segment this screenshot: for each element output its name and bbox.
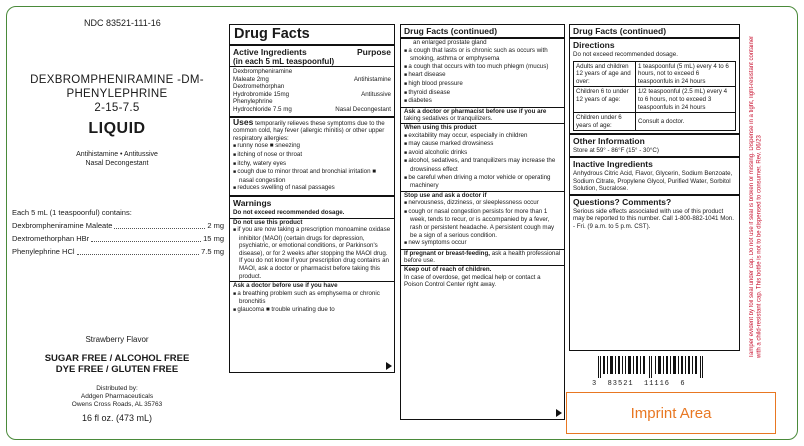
when-using-item: ■ avoid alcoholic drinks (401, 149, 564, 158)
keep-out-text: In case of overdose, get medical help or contact a Poison Control Center right away. (404, 273, 541, 289)
ask-doctor-item: ■ diabetes (401, 97, 564, 107)
do-not-use-header: Do not use this product (233, 218, 303, 226)
table-row (574, 87, 736, 113)
questions-text: Serious side effects associated with use of this product may be reported to this number. Call 1-800-882-1041 Mon. - Fri. (9 a.m. to 5 p.m. CST). (573, 207, 734, 230)
continue-arrow-icon (386, 362, 392, 370)
ndc-number: NDC 83521-111-16 (84, 18, 161, 28)
drug-facts-panel-1 (229, 24, 395, 373)
ingredient-amount: 2 mg (207, 221, 224, 230)
stop-use-item: ■ new symptoms occur (401, 239, 564, 249)
drug-facts-panel-3 (569, 24, 740, 351)
principal-display-panel (8, 8, 226, 426)
free-from-claims (8, 353, 226, 375)
ask-doctor-item: ■ a breathing problem such as emphysema or chronic bronchitis (230, 290, 394, 306)
contains-row (12, 245, 224, 258)
uses-text: temporarily relieves these symptoms due to the common cold, hay fever (allergic rhinitis) or other upper respiratory allergies: (233, 119, 385, 142)
dose-amount: 1 teaspoonful (5 mL) every 4 to 6 hours, not to exceed 6 teaspoonfuls in 24 hours (636, 61, 736, 87)
warnings-dose: Do not exceed recommended dosage. (233, 208, 345, 216)
ask-doctor-item: ■ a cough that occurs with too much phlegm (mucus) (401, 63, 564, 72)
contains-block (12, 206, 224, 258)
ask-doctor-item: ■ glaucoma ■ trouble urinating due to (230, 306, 394, 315)
stop-use-item: ■ cough or nasal congestion persists for more than 1 week, tends to recur, or is accompanied by a fever, rash or persistent headache. A persistent cough may be a sign of a serious condition. (401, 208, 564, 239)
active-ingredient-name: Dexbrompheniramine (233, 68, 293, 75)
uses-item: ■ runny nose ■ sneezing (230, 142, 394, 151)
ask-doctor-item: ■ a cough that lasts or is chronic such as occurs with smoking, asthma or emphysema (401, 47, 564, 63)
table-row (574, 61, 736, 87)
active-ingredient-purpose: Antitussive (361, 90, 391, 98)
drug-facts-continued-title: Drug Facts (continued) (404, 26, 498, 36)
drug-facts-title: Drug Facts (234, 26, 310, 42)
contains-header: Each 5 mL (1 teaspoonful) contains: (12, 208, 132, 217)
drug-facts-panel-2 (400, 24, 565, 420)
other-info-header: Other Information (573, 136, 645, 147)
uses-item: ■ reduces swelling of nasal passages (230, 184, 394, 195)
active-ingredients-header: Active Ingredients (233, 47, 307, 57)
when-using-item: ■ excitability may occur, especially in children (401, 132, 564, 141)
ingredient-name: Phenylephrine HCl (12, 247, 75, 256)
questions-header: Questions? Comments? (573, 196, 672, 207)
pregnancy-header: If pregnant or breast-feeding, (404, 249, 490, 257)
uses-item: ■ itching of nose or throat (230, 151, 394, 160)
dose-amount: 1/2 teaspoonful (2.5 mL) every 4 to 6 hours, not to exceed 3 teaspoonfuls in 24 hours (636, 87, 736, 113)
directions-header: Directions (573, 40, 615, 50)
warnings-section (230, 195, 394, 315)
dose-group: Adults and children 12 years of age and over: (574, 61, 636, 87)
ask-pharmacist-text: taking sedatives or tranquilizers. (404, 115, 493, 123)
ingredient-name: Dextromethorphan HBr (12, 234, 90, 243)
when-using-item: ■ may cause marked drowsiness (401, 140, 564, 149)
active-ingredient-purpose: Nasal Decongestant (335, 105, 391, 113)
product-name (8, 73, 226, 115)
distributor-line-1: Distributed by: (96, 385, 138, 392)
uses-item: ■ itchy, watery eyes (230, 160, 394, 169)
active-ingredient-dose: Maleate 2mg (233, 75, 269, 83)
product-name-line-3: 2-15-7.5 (94, 102, 140, 114)
table-row (574, 113, 736, 131)
continued-line: an enlarged prostate gland (413, 39, 487, 46)
pregnancy-text: ask a health professional before use. (404, 249, 561, 265)
contains-row (12, 232, 224, 245)
active-ingredient-name: Phenylephrine (233, 98, 273, 106)
ask-doctor-item: ■ thyroid disease (401, 89, 564, 98)
product-name-line-1: DEXBROMPHENIRAMINE -DM- (30, 74, 204, 86)
tamper-evident-notice: Tamper evident by foil seal under cap. Do not use if seal is broken or missing. Dispense in a tight, light-resistant container with a child-resistant cap. This bottle is not to be dispensed to consumer. Rev. 06/23 (749, 35, 763, 358)
uses-header: Uses (233, 116, 254, 127)
active-ingredient-name: Dextromethorphan (233, 83, 285, 91)
ingredient-amount: 7.5 mg (201, 247, 224, 256)
dosage-form: LIQUID (88, 120, 146, 137)
directions-text: Do not exceed recommended dosage. (573, 51, 678, 58)
purpose-header: Purpose (356, 47, 391, 57)
stop-use-header: Stop use and ask a doctor if (404, 191, 487, 199)
directions-table (573, 61, 736, 132)
ask-doctor-item: ■ high blood pressure (401, 80, 564, 89)
continue-arrow-icon (556, 409, 562, 417)
keep-out-header: Keep out of reach of children. (404, 266, 492, 274)
stop-use-item: ■ nervousness, dizziness, or sleeplessness occur (401, 199, 564, 208)
product-name-line-2: PHENYLEPHRINE (66, 88, 168, 100)
active-ingredients-section (230, 44, 394, 116)
distributor-line-2: Addgen Pharmaceuticals (80, 393, 154, 400)
free-from-line-1: SUGAR FREE / ALCOHOL FREE (44, 353, 190, 364)
dose-group: Children 6 to under 12 years of age: (574, 87, 636, 113)
drug-class-line-2: Nasal Decongestant (85, 160, 149, 167)
active-ingredient-purpose: Antihistamine (353, 75, 391, 83)
uses-item: ■ cough due to minor throat and bronchial irritation ■ nasal congestion (230, 168, 394, 184)
drug-class-line-1: Antihistamine • Antitussive (76, 151, 158, 158)
imprint-area: Imprint Area (566, 392, 776, 434)
when-using-item: ■ alcohol, sedatives, and tranquilizers may increase the drowsiness effect (401, 157, 564, 173)
flavor: Strawberry Flavor (85, 335, 149, 344)
ask-doctor-item: ■ heart disease (401, 71, 564, 80)
other-info-text: Store at 59° - 86°F (15° - 30°C) (573, 147, 659, 155)
drug-facts-continued-title: Drug Facts (continued) (573, 26, 667, 36)
inactive-text: Anhydrous Citric Acid, Flavor, Glycerin, Sodium Benzoate, Sodium Citrate, Propylene Glycol, Purified Water, Sorbitol Solution, Sucralose. (573, 169, 733, 193)
uses-section (230, 116, 394, 195)
when-using-item: ■ be careful when driving a motor vehicle or operating machinery (401, 174, 564, 191)
ingredient-amount: 15 mg (203, 234, 224, 243)
ask-doctor-header: Ask a doctor before use if you have (233, 282, 338, 290)
warnings-header: Warnings (233, 197, 272, 208)
inactive-header: Inactive Ingredients (573, 158, 653, 169)
drug-class (8, 150, 226, 168)
ingredient-name: Dexbrompheniramine Maleate (12, 221, 113, 230)
when-using-header: When using this product (404, 123, 477, 131)
barcode-bars (592, 356, 712, 378)
contains-row (12, 219, 224, 232)
active-ingredient-dose: Hydrobromide 15mg (233, 90, 290, 98)
dose-group: Children under 6 years of age: (574, 113, 636, 131)
dose-amount: Consult a doctor. (636, 113, 736, 131)
active-sub-header: (in each 5 mL teaspoonful) (233, 57, 335, 66)
distributor (8, 385, 226, 409)
barcode-number: 3 83521 11116 6 (592, 380, 686, 388)
active-ingredient-dose: Hydrochloride 7.5 mg (233, 105, 292, 113)
ask-pharmacist-header: Ask a doctor or pharmacist before use if you are (404, 107, 547, 115)
net-volume: 16 fl oz. (473 mL) (81, 413, 153, 423)
do-not-use-text: ■ if you are now taking a prescription monoamine oxidase inhibitor (MAOI) (certain drugs for depression, psychiatric, or emotional conditions, or Parkinson's disease), or for 2 weeks after stopping the MAOI drug. If you do not know if your prescription drug contains an MAOI, ask a doctor or pharmacist before taking this product. (230, 226, 394, 280)
barcode (592, 356, 712, 386)
free-from-line-2: DYE FREE / GLUTEN FREE (55, 364, 179, 375)
distributor-line-3: Owens Cross Roads, AL 35763 (71, 401, 163, 408)
